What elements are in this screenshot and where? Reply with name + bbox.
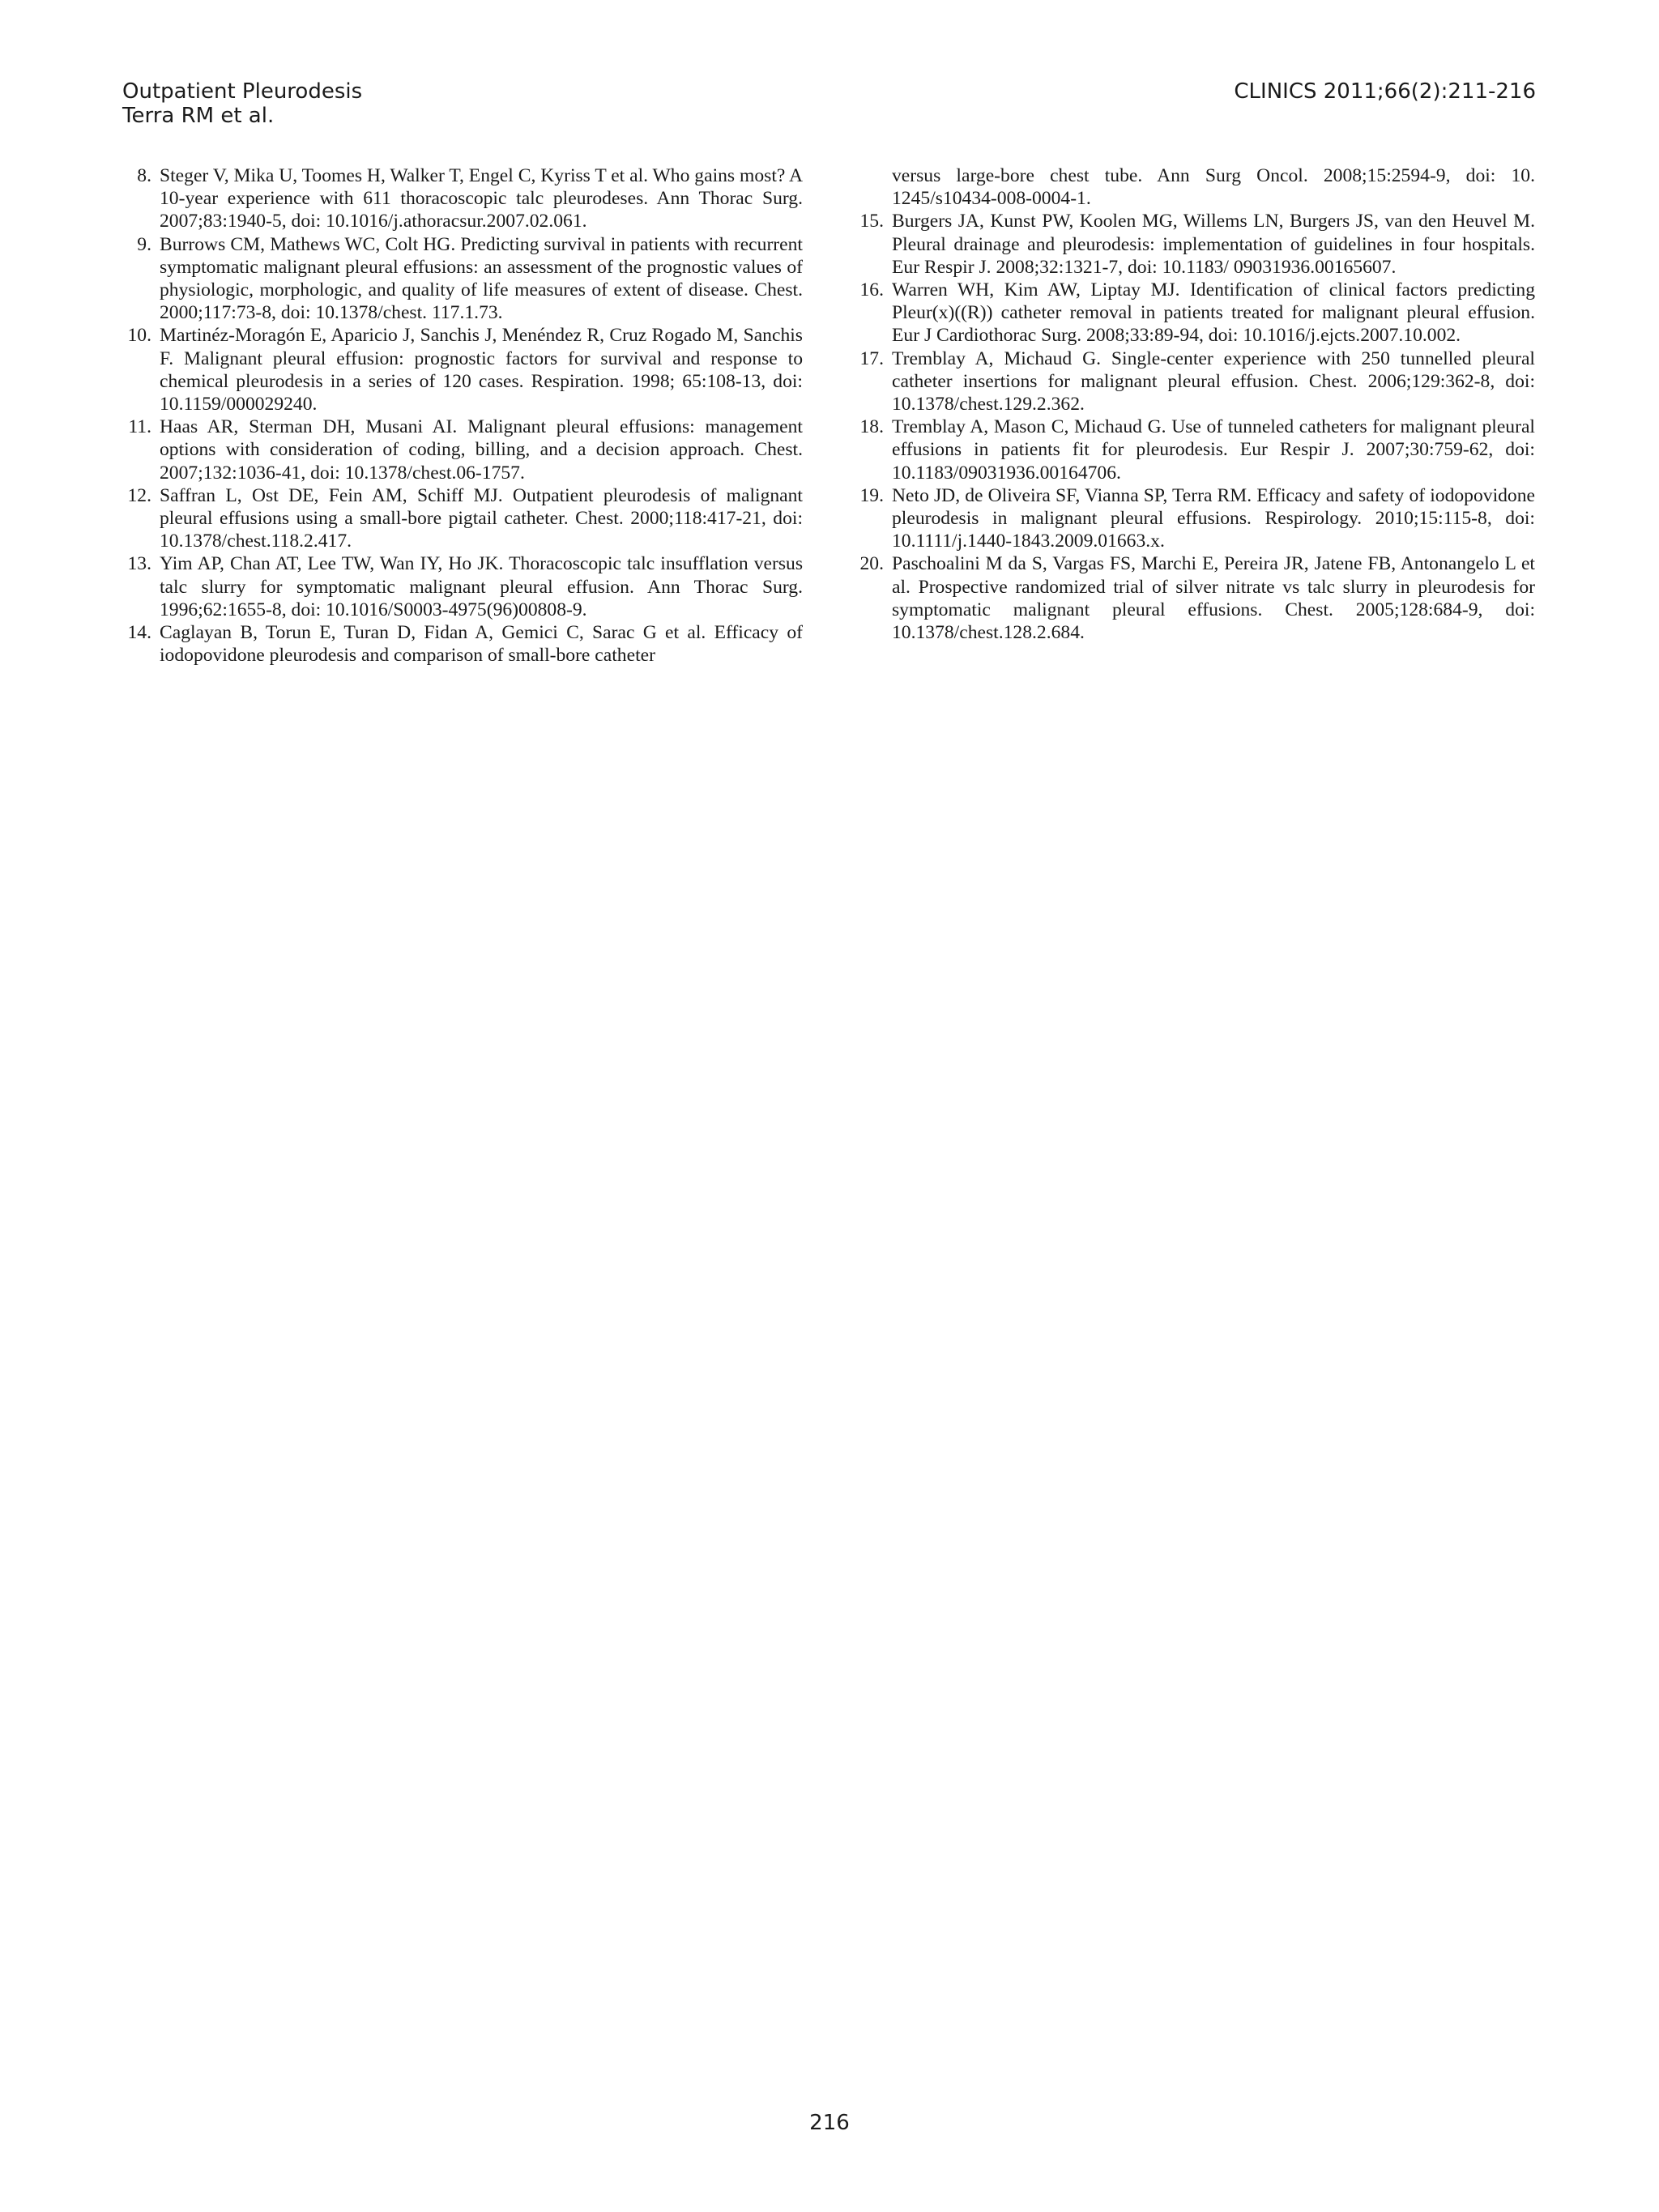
reference-text: Caglayan B, Torun E, Turan D, Fidan A, Gemici C, Sarac G et al. Efficacy of iodopovidone pleurodesis and comparison of small-bore catheter: [160, 622, 803, 667]
reference-text: Yim AP, Chan AT, Lee TW, Wan IY, Ho JK. Thoracoscopic talc insufflation versus talc slurry for symptomatic malignant pleural effusion. Ann Thorac Surg. 1996;62:1655-8, doi: 10.1016/S0003-4975(96)00808-9.: [160, 553, 803, 620]
reference-item: [122, 621, 803, 667]
reference-item-continued: [855, 164, 1535, 210]
reference-item: [855, 210, 1535, 279]
reference-number: 18.: [859, 416, 884, 438]
reference-number: 14.: [127, 622, 151, 644]
reference-number: 12.: [127, 484, 151, 506]
reference-number: 10.: [127, 325, 151, 347]
reference-number: 19.: [859, 484, 884, 506]
reference-text: Steger V, Mika U, Toomes H, Walker T, Engel C, Kyriss T et al. Who gains most? A 10-year experience with 611 thoracoscopic talc pleurodeses. Ann Thorac Surg. 2007;83:1940-5, doi: 10.1016/j.athoracsur.2007.02.061.: [160, 165, 803, 232]
reference-text: Burgers JA, Kunst PW, Koolen MG, Willems LN, Burgers JS, van den Heuvel M. Pleural drainage and pleurodesis: implementation of guidelines in four hospitals. Eur Respir J. 2008;32:1321-7, doi: 10.1183/ 09031936.00165607.: [892, 211, 1535, 278]
reference-text: versus large-bore chest tube. Ann Surg Oncol. 2008;15:2594-9, doi: 10. 1245/s10434-008-0004-1.: [892, 165, 1535, 210]
reference-number: 8.: [137, 165, 151, 186]
reference-text: Martinéz-Moragón E, Aparicio J, Sanchis J, Menéndez R, Cruz Rogado M, Sanchis F. Malignant pleural effusion: prognostic factors for survival and response to chemical pleurodesis in a series of 120 cases. Respiration. 1998; 65:108-13, doi: 10.1159/000029240.: [160, 325, 803, 416]
reference-number: 16.: [859, 279, 884, 301]
reference-text: Paschoalini M da S, Vargas FS, Marchi E, Pereira JR, Jatene FB, Antonangelo L et al. Prospective randomized trial of silver nitrate vs talc slurry in pleurodesis for symptomatic malignant pleural effusions. Chest. 2005;128:684-9, doi: 10.1378/chest.128.2.684.: [892, 553, 1535, 644]
article-short-title: Outpatient Pleurodesis: [122, 79, 363, 104]
reference-text: Haas AR, Sterman DH, Musani AI. Malignant pleural effusions: management options with consideration of coding, billing, and a decision approach. Chest. 2007;132:1036-41, doi: 10.1378/chest.06-1757.: [160, 416, 803, 484]
reference-item: [122, 552, 803, 621]
reference-item: [855, 484, 1535, 553]
reference-text: Tremblay A, Mason C, Michaud G. Use of tunneled catheters for malignant pleural effusions in patients fit for pleurodesis. Eur Respir J. 2007;30:759-62, doi: 10.1183/09031936.00164706.: [892, 416, 1535, 484]
reference-text: Tremblay A, Michaud G. Single-center experience with 250 tunnelled pleural catheter insertions for malignant pleural effusion. Chest. 2006;129:362-8, doi: 10.1378/chest.129.2.362.: [892, 347, 1535, 416]
reference-number: 13.: [127, 553, 151, 575]
reference-item: [855, 416, 1535, 484]
reference-item: [122, 484, 803, 553]
references-left-column: [122, 164, 803, 667]
reference-number: 15.: [859, 211, 884, 232]
reference-text: Burrows CM, Mathews WC, Colt HG. Predicting survival in patients with recurrent symptomatic malignant pleural effusions: an assessment of the prognostic values of physiologic, morphologic, and quality of life measures of extent of disease. Chest. 2000;117:73-8, doi: 10.1378/chest. 117.1.73.: [160, 233, 803, 324]
reference-item: [122, 233, 803, 325]
reference-text: Neto JD, de Oliveira SF, Vianna SP, Terra RM. Efficacy and safety of iodopovidone pleurodesis in malignant pleural effusions. Respirology. 2010;15:115-8, doi: 10.1111/j.1440-1843.2009.01663.x.: [892, 484, 1535, 552]
reference-item: [122, 164, 803, 233]
reference-item: [855, 552, 1535, 644]
reference-text: Warren WH, Kim AW, Liptay MJ. Identification of clinical factors predicting Pleur(x)((R)) catheter removal in patients treated for malignant pleural effusion. Eur J Cardiothorac Surg. 2008;33:89-94, doi: 10.1016/j.ejcts.2007.10.002.: [892, 279, 1535, 347]
references-right-column: [855, 164, 1535, 644]
reference-number: 9.: [137, 233, 151, 255]
reference-item: [122, 416, 803, 484]
reference-number: 17.: [859, 347, 884, 369]
reference-item: [122, 324, 803, 416]
reference-number: 20.: [859, 553, 884, 575]
page-number: 216: [809, 2111, 850, 2135]
article-authors: Terra RM et al.: [122, 104, 275, 128]
reference-number: 11.: [128, 416, 151, 438]
running-header-left: [122, 79, 362, 128]
reference-item: [855, 279, 1535, 347]
reference-item: [855, 347, 1535, 416]
reference-text: Saffran L, Ost DE, Fein AM, Schiff MJ. Outpatient pleurodesis of malignant pleural effusions using a small-bore pigtail catheter. Chest. 2000;118:417-21, doi: 10.1378/chest.118.2.417.: [160, 484, 803, 552]
journal-citation: CLINICS 2011;66(2):211-216: [1234, 79, 1536, 104]
